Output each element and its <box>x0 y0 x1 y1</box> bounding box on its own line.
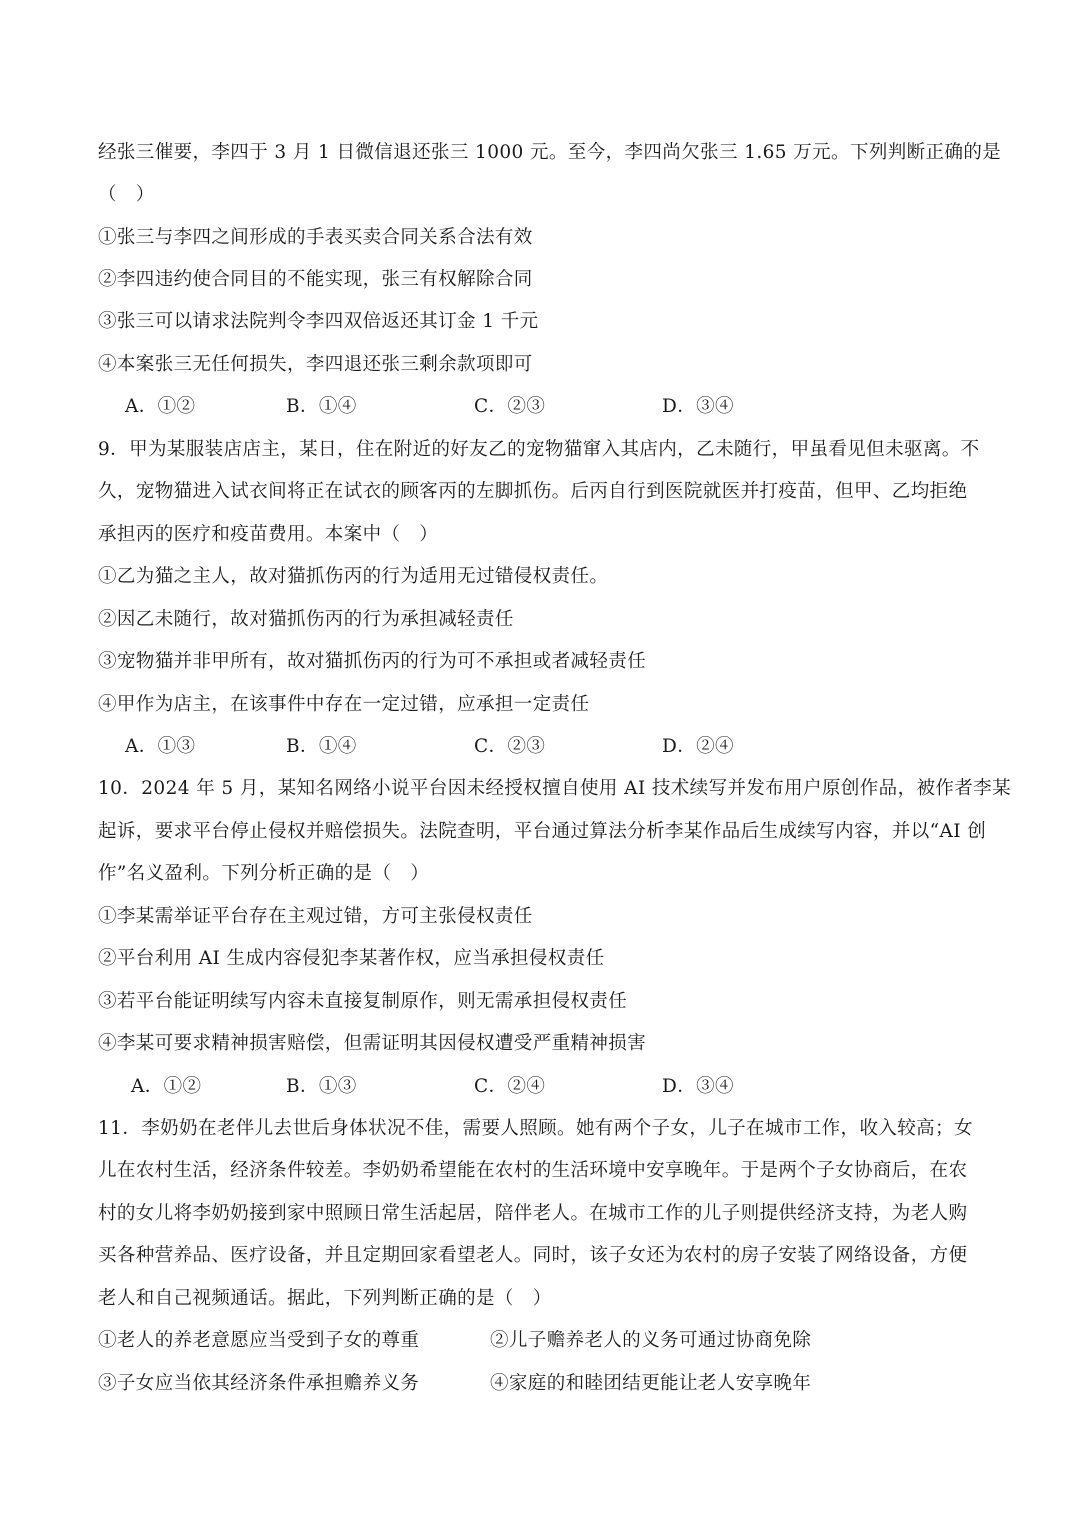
q9-stem-line: 久，宠物猫进入试衣间将正在试衣的顾客丙的左脚抓伤。后丙自行到医院就医并打疫苗，但甲、乙均拒绝 <box>98 481 968 502</box>
q11-statement-2: ②儿子赡养老人的义务可通过协商免除 <box>490 1330 812 1351</box>
q8-option-d: D．③④ <box>662 396 734 417</box>
q9-stem-line: 承担丙的医疗和疫苗费用。本案中（ ） <box>98 524 439 545</box>
q9-stem-line: 9．甲为某服装店店主，某日，住在附近的好友乙的宠物猫窜入其店内，乙未随行，甲虽看见但未驱离。不 <box>98 439 980 460</box>
q9-statement-2: ②因乙未随行，故对猫抓伤丙的行为承担减轻责任 <box>98 609 514 630</box>
q11-stem-line: 老人和自己视频通话。据此，下列判断正确的是（ ） <box>98 1288 552 1309</box>
q9-option-d: D．②④ <box>662 736 734 757</box>
q8-statement-1: ①张三与李四之间形成的手表买卖合同关系合法有效 <box>98 227 533 248</box>
q9-option-c: C．②③ <box>474 736 546 757</box>
q8-statement-3: ③张三可以请求法院判令李四双倍返还其订金 1 千元 <box>98 311 539 332</box>
q8-option-a: A．①② <box>125 396 196 417</box>
q11-stem-line: 买各种营养品、医疗设备，并且定期回家看望老人。同时，该子女还为农村的房子安装了网络设备，方便 <box>98 1245 968 1266</box>
q8-option-c: C．②③ <box>474 396 546 417</box>
q11-statement-4: ④家庭的和睦团结更能让老人安享晚年 <box>490 1373 812 1394</box>
q9-statement-4: ④甲作为店主，在该事件中存在一定过错，应承担一定责任 <box>98 694 590 715</box>
q9-option-b: B．①④ <box>286 736 357 757</box>
q11-stem-line: 村的女儿将李奶奶接到家中照顾日常生活起居，陪伴老人。在城市工作的儿子则提供经济支持，为老人购 <box>98 1203 968 1224</box>
q11-statement-1: ①老人的养老意愿应当受到子女的尊重 <box>98 1330 420 1351</box>
q10-stem-line: 10．2024 年 5 月，某知名网络小说平台因未经授权擅自使用 AI 技术续写并发布用户原创作品，被作者李某 <box>98 778 1011 799</box>
q11-statement-3: ③子女应当依其经济条件承担赡养义务 <box>98 1373 420 1394</box>
q10-stem-line: 作”名义盈利。下列分析正确的是（ ） <box>98 863 430 884</box>
q10-option-c: C．②④ <box>474 1076 546 1097</box>
q11-stem-line: 11．李奶奶在老伴儿去世后身体状况不佳，需要人照顾。她有两个子女，儿子在城市工作，收入较高；女 <box>98 1118 973 1139</box>
q8-statement-4: ④本案张三无任何损失，李四退还张三剩余款项即可 <box>98 354 533 375</box>
q10-stem-line: 起诉，要求平台停止侵权并赔偿损失。法院查明，平台通过算法分析李某作品后生成续写内容，并以“AI 创 <box>98 821 987 842</box>
q10-option-a: A．①② <box>131 1076 202 1097</box>
q8-stem-line: （ ） <box>98 184 155 205</box>
q9-statement-1: ①乙为猫之主人，故对猫抓伤丙的行为适用无过错侵权责任。 <box>98 566 609 587</box>
q8-statement-2: ②李四违约使合同目的不能实现，张三有权解除合同 <box>98 269 533 290</box>
q10-statement-1: ①李某需举证平台存在主观过错，方可主张侵权责任 <box>98 906 533 927</box>
q8-stem-line: 经张三催要，李四于 3 月 1 日微信退还张三 1000 元。至今，李四尚欠张三 1.65 万元。下列判断正确的是 <box>98 142 1002 163</box>
q9-statement-3: ③宠物猫并非甲所有，故对猫抓伤丙的行为可不承担或者减轻责任 <box>98 651 647 672</box>
q10-statement-2: ②平台利用 AI 生成内容侵犯李某著作权，应当承担侵权责任 <box>98 948 605 969</box>
q8-option-b: B．①④ <box>286 396 357 417</box>
q11-stem-line: 儿在农村生活，经济条件较差。李奶奶希望能在农村的生活环境中安享晚年。于是两个子女协商后，在农 <box>98 1160 968 1181</box>
q10-statement-3: ③若平台能证明续写内容未直接复制原作，则无需承担侵权责任 <box>98 991 628 1012</box>
q10-option-d: D．③④ <box>662 1076 734 1097</box>
q10-statement-4: ④李某可要求精神损害赔偿，但需证明其因侵权遭受严重精神损害 <box>98 1033 647 1054</box>
q10-option-b: B．①③ <box>286 1076 357 1097</box>
q9-option-a: A．①③ <box>125 736 196 757</box>
